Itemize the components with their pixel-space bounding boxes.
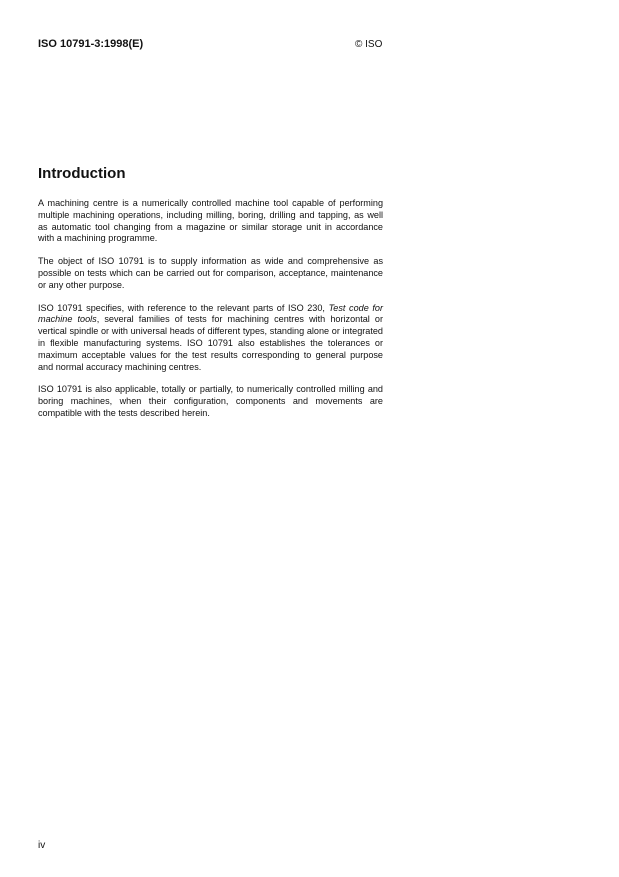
page-number: iv bbox=[38, 840, 46, 851]
paragraph-3-post: , several families of tests for machining centres with horizontal or vertical spindle or with universal heads of different types, standing alone or integrated in flexible manufacturing systems. ISO 10791 also establishes the tolerances or maximum acceptable values for the test results corresponding to general purpose and normal accuracy machining centres. bbox=[38, 314, 384, 372]
copyright-notice: © ISO bbox=[355, 39, 383, 50]
section-body bbox=[38, 198, 383, 431]
paragraph-2: The object of ISO 10791 is to supply information as wide and comprehensive as possible on tests which can be carried out for comparison, acceptance, maintenance or any other purpose. bbox=[38, 256, 383, 290]
paragraph-4: ISO 10791 is also applicable, totally or partially, to numerically controlled milling and boring machines, when their configuration, components and movements are compatible with the tests described herein. bbox=[38, 384, 383, 418]
paragraph-3-pre: ISO 10791 specifies, with reference to the relevant parts of ISO 230, bbox=[38, 302, 329, 313]
paragraph-3 bbox=[38, 303, 383, 374]
cited-title: Test code for machine tools bbox=[38, 302, 383, 325]
paragraph-1: A machining centre is a numerically controlled machine tool capable of performing multiple machining operations, including milling, boring, drilling and tapping, as well as automatic tool changing from a magazine or similar storage unit in accordance with a machining programme. bbox=[38, 198, 383, 244]
document-id: ISO 10791-3:1998(E) bbox=[38, 38, 144, 50]
section-title: Introduction bbox=[38, 165, 126, 182]
